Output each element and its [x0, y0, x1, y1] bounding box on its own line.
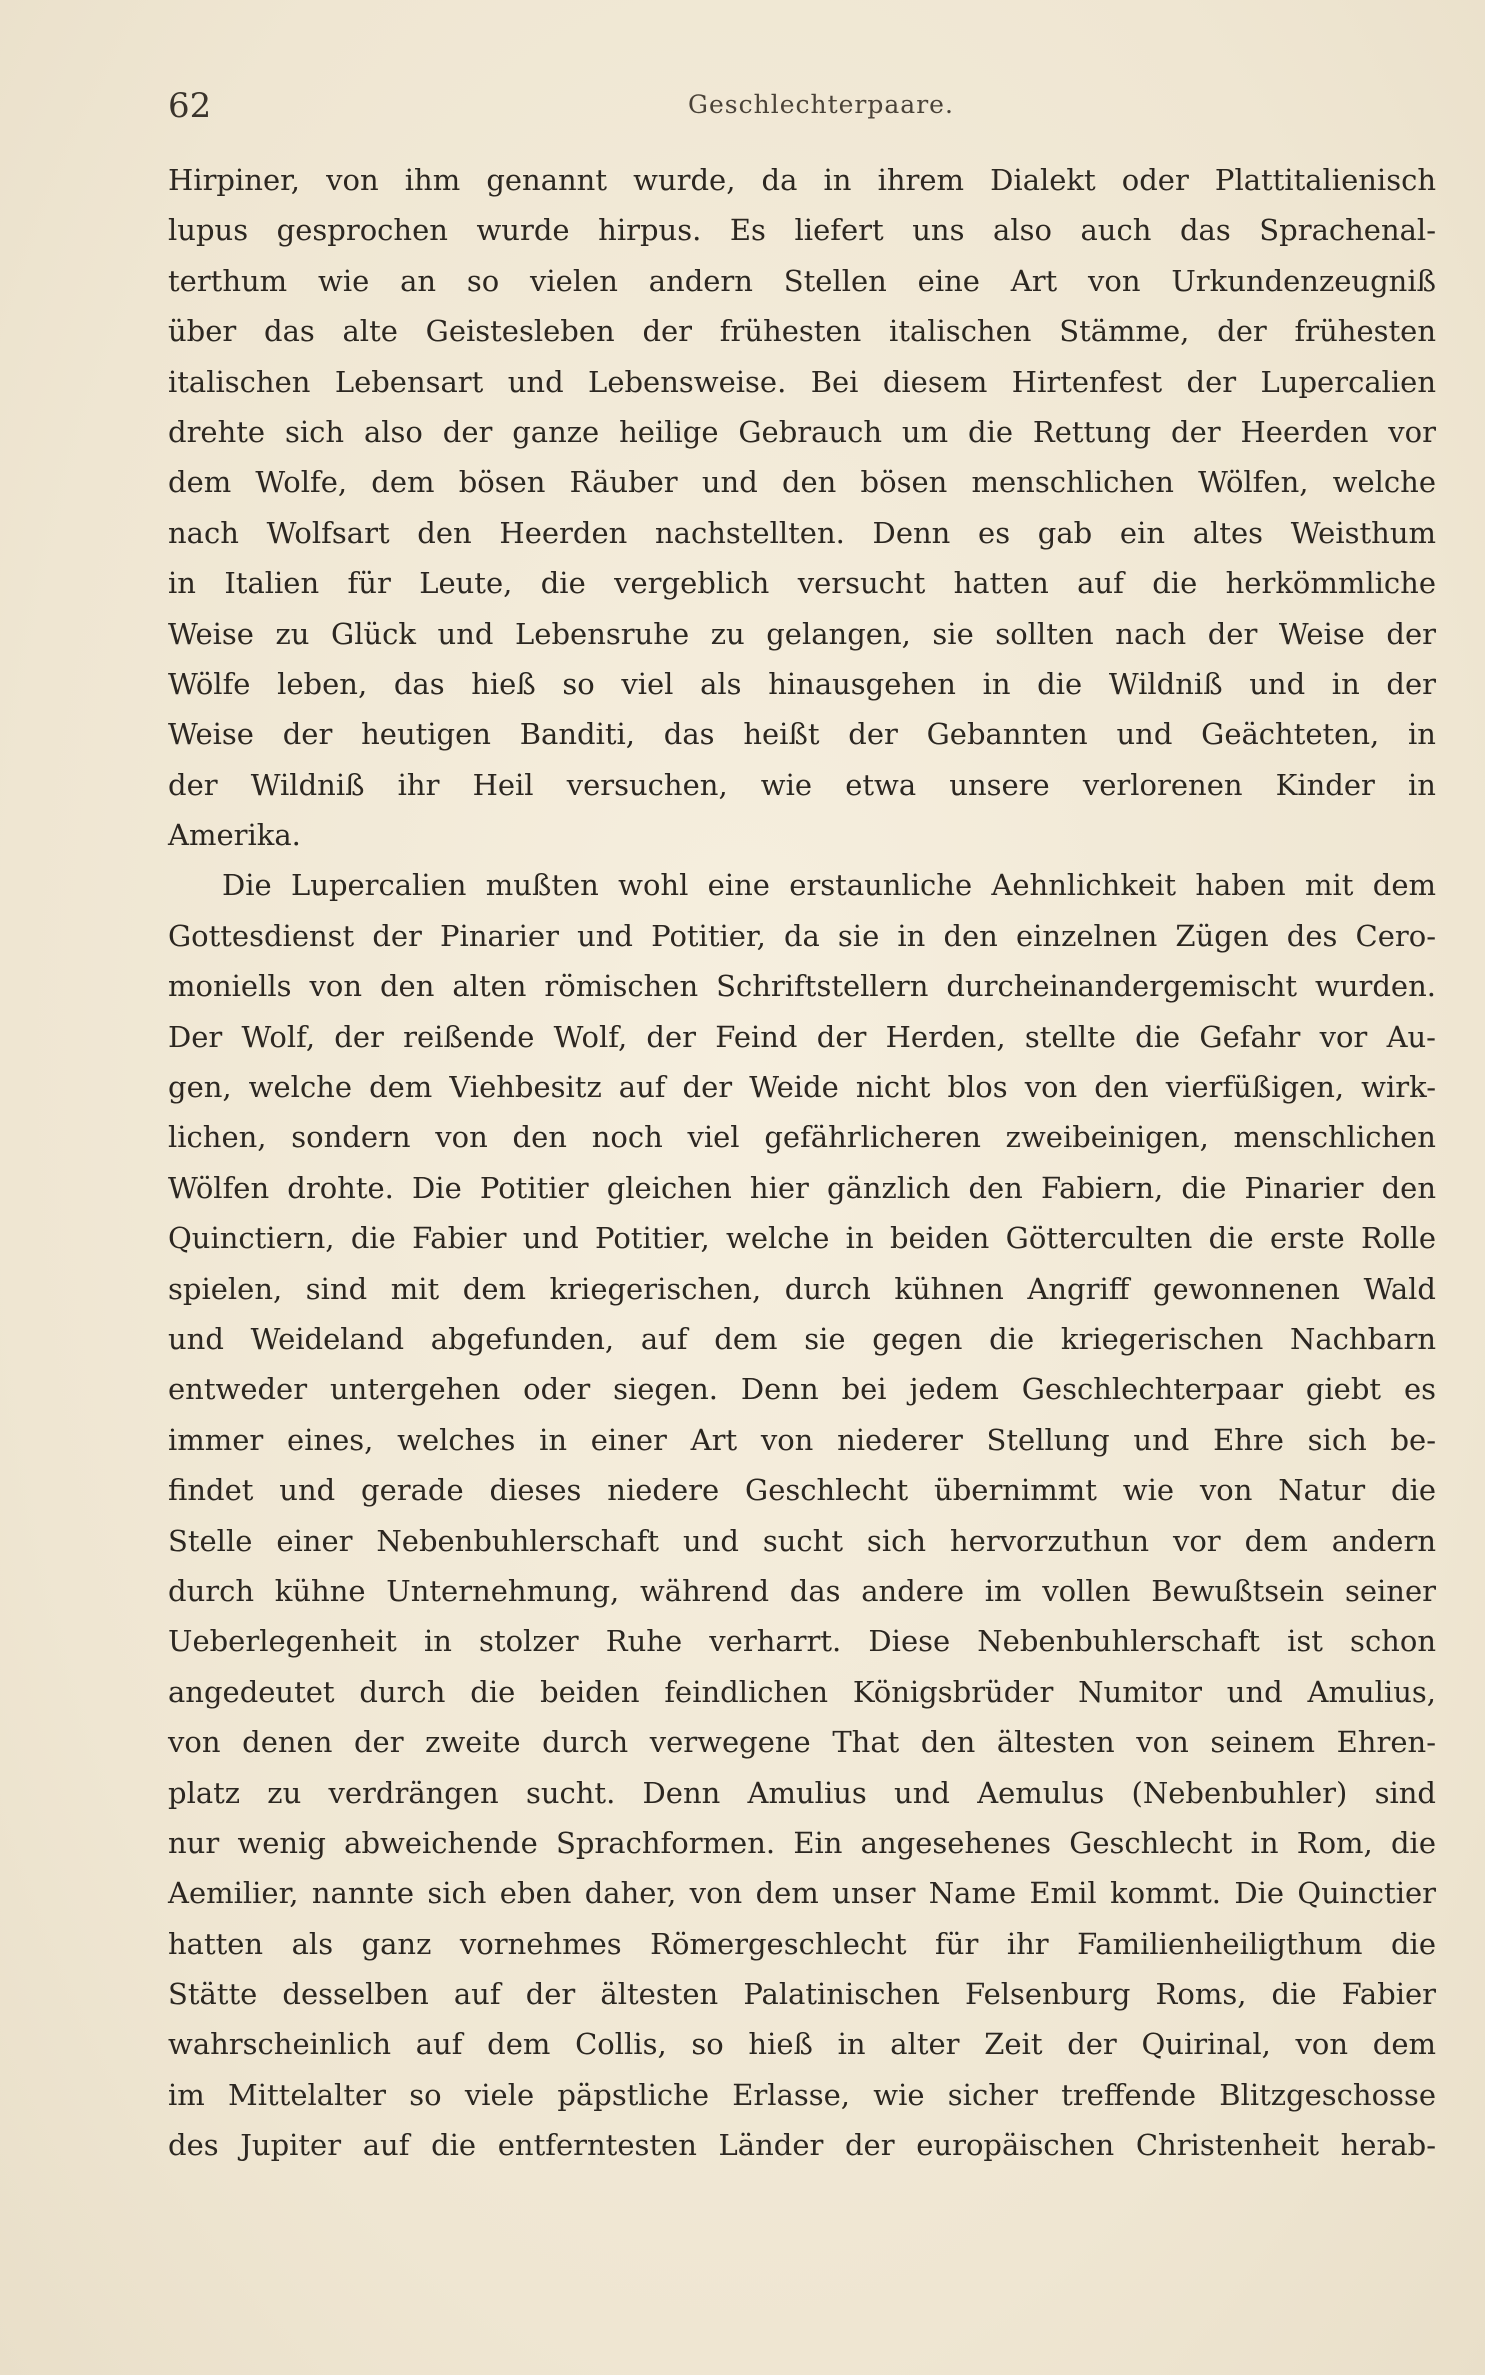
text-line: Amerika. [168, 818, 301, 853]
text-line: gen, welche dem Viehbesitz auf der Weide nicht blos von den vierfüßigen, wirk- [168, 1070, 1436, 1105]
text-line: nach Wolfsart den Heerden nachstellten. Denn es gab ein altes Weisthum [168, 515, 1436, 550]
text-line: entweder untergehen oder siegen. Denn bei jedem Geschlechterpaar giebt es [168, 1372, 1436, 1407]
paragraph-1 [168, 155, 1436, 860]
text-line: italischen Lebensart und Lebensweise. Bei diesem Hirtenfest der Lupercalien [168, 364, 1436, 399]
body-text [168, 155, 1436, 2171]
text-line: des Jupiter auf die entferntesten Länder der europäischen Christenheit herab- [168, 2128, 1436, 2163]
text-line: Gottesdienst der Pinarier und Potitier, da sie in den einzelnen Zügen des Cero- [168, 918, 1436, 953]
text-line: wahrscheinlich auf dem Collis, so hieß in alter Zeit der Quirinal, von dem [168, 2027, 1436, 2062]
text-line: nur wenig abweichende Sprachformen. Ein angesehenes Geschlecht in Rom, die [168, 1825, 1436, 1860]
text-line: Wölfe leben, das hieß so viel als hinausgehen in die Wildniß und in der [168, 666, 1436, 701]
text-line: Quinctiern, die Fabier und Potitier, welche in beiden Götterculten die erste Rolle [168, 1221, 1436, 1256]
text-line: angedeutet durch die beiden feindlichen Königsbrüder Numitor und Amulius, [168, 1674, 1436, 1709]
text-line: hatten als ganz vornehmes Römergeschlecht für ihr Familienheiligthum die [168, 1926, 1436, 1961]
text-line: platz zu verdrängen sucht. Denn Amulius und Aemulus (Nebenbuhler) sind [168, 1775, 1436, 1810]
paragraph-2 [168, 860, 1436, 2170]
text-line: drehte sich also der ganze heilige Gebrauch um die Rettung der Heerden vor [168, 414, 1436, 449]
text-line: Hirpiner, von ihm genannt wurde, da in ihrem Dialekt oder Plattitalienisch [168, 163, 1436, 197]
text-line: lupus gesprochen wurde hirpus. Es liefert uns also auch das Sprachenal- [168, 213, 1436, 248]
running-title: Geschlechterpaare. [688, 90, 954, 119]
text-line: Weise zu Glück und Lebensruhe zu gelangen, sie sollten nach der Weise der [168, 616, 1436, 651]
text-line: dem Wolfe, dem bösen Räuber und den bösen menschlichen Wölfen, welche [168, 465, 1436, 500]
text-line: moniells von den alten römischen Schriftstellern durcheinandergemischt wurden. [168, 969, 1436, 1004]
text-line: immer eines, welches in einer Art von niederer Stellung und Ehre sich be- [168, 1422, 1436, 1457]
text-line: und Weideland abgefunden, auf dem sie gegen die kriegerischen Nachbarn [168, 1321, 1436, 1356]
text-line: Stätte desselben auf der ältesten Palatinischen Felsenburg Roms, die Fabier [168, 1977, 1436, 2012]
text-line: Der Wolf, der reißende Wolf, der Feind der Herden, stellte die Gefahr vor Au- [168, 1019, 1436, 1054]
text-line: im Mittelalter so viele päpstliche Erlasse, wie sicher treffende Blitzgeschosse [168, 2077, 1436, 2112]
text-line: terthum wie an so vielen andern Stellen eine Art von Urkundenzeugniß [168, 263, 1436, 298]
text-line: Stelle einer Nebenbuhlerschaft und sucht sich hervorzuthun vor dem andern [168, 1523, 1436, 1558]
text-line: der Wildniß ihr Heil versuchen, wie etwa unsere verlorenen Kinder in [168, 767, 1436, 802]
text-line: über das alte Geistesleben der frühesten italischen Stämme, der frühesten [168, 314, 1436, 349]
text-line: Aemilier, nannte sich eben daher, von dem unser Name Emil kommt. Die Quinctier [168, 1876, 1436, 1911]
text-line: spielen, sind mit dem kriegerischen, durch kühnen Angriff gewonnenen Wald [168, 1271, 1436, 1306]
text-line: Weise der heutigen Banditi, das heißt der Gebannten und Geächteten, in [168, 717, 1436, 752]
page-header [168, 86, 1428, 136]
text-line: von denen der zweite durch verwegene That den ältesten von seinem Ehren- [168, 1725, 1436, 1760]
text-line: in Italien für Leute, die vergeblich versucht hatten auf die herkömmliche [168, 566, 1436, 601]
text-line: Die Lupercalien mußten wohl eine erstaunliche Aehnlichkeit haben mit dem [222, 868, 1436, 903]
text-line: lichen, sondern von den noch viel gefährlicheren zweibeinigen, menschlichen [168, 1120, 1436, 1155]
text-line: Ueberlegenheit in stolzer Ruhe verharrt. Diese Nebenbuhlerschaft ist schon [168, 1624, 1436, 1659]
text-line: Wölfen drohte. Die Potitier gleichen hier gänzlich den Fabiern, die Pinarier den [168, 1170, 1436, 1205]
text-line: findet und gerade dieses niedere Geschlecht übernimmt wie von Natur die [168, 1473, 1436, 1508]
page-number: 62 [168, 86, 212, 126]
text-line: durch kühne Unternehmung, während das andere im vollen Bewußtsein seiner [168, 1573, 1436, 1608]
